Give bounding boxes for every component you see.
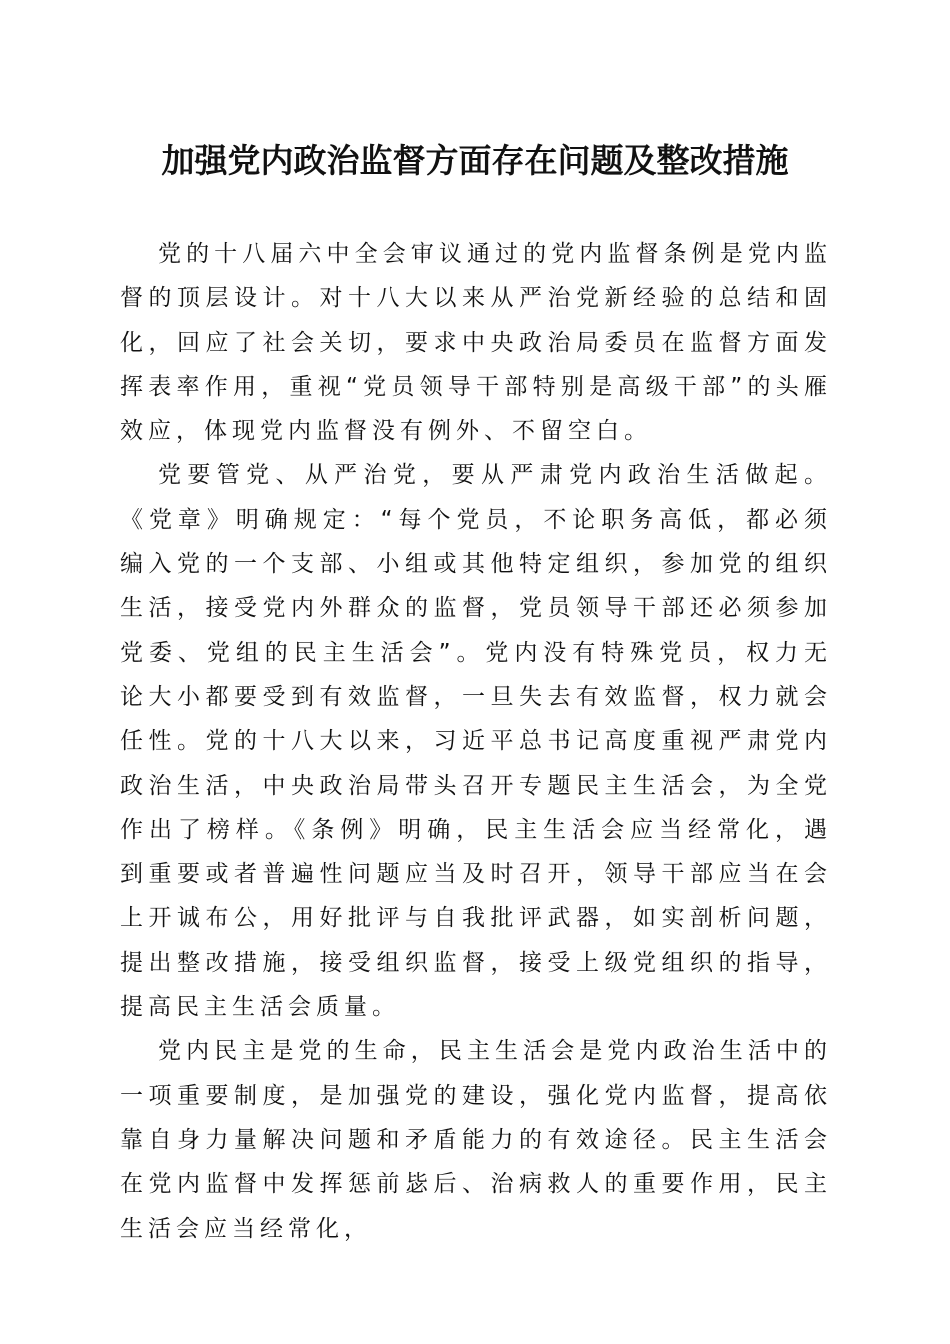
document-title: 加强党内政治监督方面存在问题及整改措施 bbox=[161, 141, 789, 180]
paragraph-3: 党内民主是党的生命，民主生活会是党内政治生活中的一项重要制度，是加强党的建设，强化党内监督，提高依靠自身力量解决问题和矛盾能力的有效途径。民主生活会在党内监督中发挥惩前毖后、治病救人的重要作用，民主生活会应当经常化， bbox=[120, 1038, 832, 1242]
paragraph-1: 党的十八届六中全会审议通过的党内监督条例是党内监督的顶层设计。对十八大以来从严治党新经验的总结和固化，回应了社会关切，要求中央政治局委员在监督方面发挥表率作用，重视“党员领导干部特别是高级干部”的头雁效应，体现党内监督没有例外、不留空白。 bbox=[120, 241, 832, 445]
document-body bbox=[120, 232, 832, 1251]
paragraph-2: 党要管党、从严治党，要从严肃党内政治生活做起。《党章》明确规定：“每个党员，不论职务高低，都必须编入党的一个支部、小组或其他特定组织，参加党的组织生活，接受党内外群众的监督，党员领导干部还必须参加党委、党组的民主生活会”。党内没有特殊党员，权力无论大小都要受到有效监督，一旦失去有效监督，权力就会任性。党的十八大以来，习近平总书记高度重视严肃党内政治生活，中央政治局带头召开专题民主生活会，为全党作出了榜样。《条例》明确，民主生活会应当经常化，遇到重要或者普遍性问题应当及时召开，领导干部应当在会上开诚布公，用好批评与自我批评武器，如实剖析问题，提出整改措施，接受组织监督，接受上级党组织的指导，提高民主生活会质量。 bbox=[120, 462, 832, 1021]
